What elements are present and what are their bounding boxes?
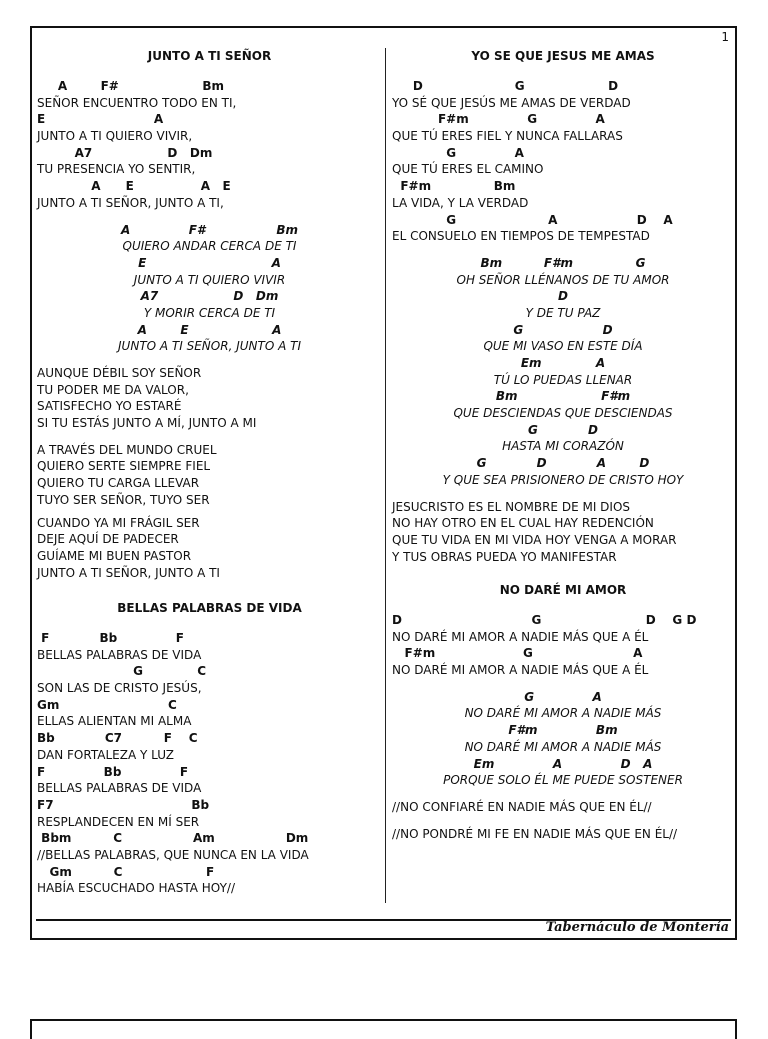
chord-line: F Bb F [37, 631, 184, 645]
lyric-line: TÚ LO PUEDAS LLENAR [493, 372, 633, 387]
verse-4 [37, 515, 382, 582]
lyric-line: QUE DESCIENDAS QUE DESCIENDAS [453, 406, 673, 421]
song-bellas-palabras [37, 600, 382, 897]
chorus [37, 222, 382, 356]
chord-line: A F# Bm [121, 222, 298, 237]
lyric-line: HABÍA ESCUCHADO HASTA HOY// [37, 881, 235, 896]
chord-line: Bm F#m [495, 389, 631, 404]
lyric-line: ELLAS ALIENTAN MI ALMA [37, 714, 192, 729]
lyric-line: //BELLAS PALABRAS, QUE NUNCA EN LA VIDA [37, 847, 309, 862]
lyric-line: NO DARÉ MI AMOR A NADIE MÁS [464, 706, 662, 721]
column-divider [385, 48, 386, 903]
chord-line: F#m Bm [508, 723, 618, 738]
verse-1 [37, 78, 382, 212]
lyric-line: NO DARÉ MI AMOR A NADIE MÁS QUE A ÉL [392, 629, 649, 644]
lyric-line: SATISFECHO YO ESTARÉ [37, 399, 182, 414]
chord-line: F#m G A [392, 646, 643, 661]
chord-line: G D [513, 322, 613, 337]
lyric-line: RESPLANDECEN EN MÍ SER [37, 814, 200, 829]
chord-line: F7 Bb [37, 797, 210, 812]
chord-line: D G D [392, 79, 619, 93]
lyric-line: NO DARÉ MI AMOR A NADIE MÁS [464, 739, 662, 754]
chord-line: G D A D [476, 456, 650, 471]
lyric-line: A TRAVÉS DEL MUNDO CRUEL [37, 442, 217, 457]
verse-3 [37, 442, 382, 509]
next-page-frame [30, 1019, 737, 1039]
chord-line: E A [138, 255, 281, 270]
chord-line: Bb C7 F C [37, 731, 198, 746]
chord-line: G A D A [392, 212, 673, 227]
chord-line: G A [392, 145, 524, 160]
verse-1 [392, 78, 734, 245]
lyric-line: BELLAS PALABRAS DE VIDA [37, 647, 202, 662]
chord-line: Em A D A [473, 756, 653, 771]
lyric-line: Y QUE SEA PRISIONERO DE CRISTO HOY [442, 472, 684, 487]
song-title: NO DARÉ MI AMOR [499, 583, 627, 597]
lyric-line: JUNTO A TI SEÑOR, JUNTO A TI, [37, 195, 224, 210]
lyric-line: AUNQUE DÉBIL SOY SEÑOR [37, 366, 202, 380]
chord-line: F#m G A [392, 112, 605, 127]
lyric-line: JESUCRISTO ES EL NOMBRE DE MI DIOS [392, 499, 631, 514]
song-title: YO SE QUE JESUS ME AMAS [471, 49, 655, 63]
lyric-line: QUE TÚ ERES EL CAMINO [392, 162, 544, 177]
chord-line: E A [37, 112, 164, 127]
lyric-line: SON LAS DE CRISTO JESÚS, [37, 681, 202, 696]
chord-line: Bm F#m G [480, 255, 646, 270]
chord-line: D G D G D [392, 613, 697, 627]
lyric-line: YO SÉ QUE JESÚS ME AMAS DE VERDAD [392, 95, 631, 110]
lyric-line: TU PRESENCIA YO SENTIR, [37, 162, 196, 177]
lyric-line: QUE MI VASO EN ESTE DÍA [483, 339, 643, 354]
lyric-line: QUE TÚ ERES FIEL Y NUNCA FALLARAS [392, 129, 623, 144]
chord-line: G D [528, 422, 598, 437]
chord-line: D [558, 289, 568, 304]
lyric-line: JUNTO A TI SEÑOR, JUNTO A TI [37, 565, 220, 580]
chord-line: Gm C F [37, 864, 215, 879]
verse [37, 630, 382, 897]
lyric-line: TU PODER ME DA VALOR, [37, 382, 189, 397]
chord-line: G C [37, 664, 207, 679]
lyric-line: SI TU ESTÁS JUNTO A MÍ, JUNTO A MI [37, 416, 257, 431]
footer-church-name: Tabernáculo de Montería [545, 920, 729, 935]
song-no-dare-mi-amor [392, 582, 734, 842]
verse [392, 612, 734, 679]
page-frame [30, 26, 737, 940]
lyric-line: SEÑOR ENCUENTRO TODO EN TI, [37, 95, 237, 110]
lyric-line: QUIERO TU CARGA LLEVAR [37, 476, 200, 491]
lyric-line: NO DARÉ MI AMOR A NADIE MÁS QUE A ÉL [392, 663, 649, 678]
lyric-line: OH SEÑOR LLÉNANOS DE TU AMOR [456, 272, 670, 287]
chorus [392, 689, 734, 789]
lyric-line: GUÍAME MI BUEN PASTOR [37, 548, 192, 563]
lyric-line: Y MORIR CERCA DE TI [143, 305, 276, 320]
lyric-line: QUIERO ANDAR CERCA DE TI [122, 239, 297, 254]
chord-line: A7 D Dm [37, 145, 213, 160]
lyric-line: EL CONSUELO EN TIEMPOS DE TEMPESTAD [392, 229, 650, 244]
closing-line: //NO PONDRÉ MI FE EN NADIE MÁS QUE EN ÉL// [392, 826, 678, 841]
chord-line: A7 D Dm [140, 289, 279, 304]
verse-2 [37, 365, 382, 432]
chord-line: Gm C [37, 697, 177, 712]
song-title: BELLAS PALABRAS DE VIDA [117, 601, 302, 615]
chord-line: F Bb F [37, 764, 189, 779]
lyric-line: HASTA MI CORAZÓN [502, 439, 624, 454]
lyric-line: QUE TU VIDA EN MI VIDA HOY VENGA A MORAR [392, 532, 677, 547]
lyric-line: JUNTO A TI SEÑOR, JUNTO A TI [118, 339, 301, 354]
page-number: 1 [721, 30, 729, 44]
chord-line: A E A E [37, 179, 231, 194]
lyric-line: PORQUE SOLO ÉL ME PUEDE SOSTENER [443, 773, 683, 788]
chord-line: A F# Bm [37, 79, 225, 93]
lyric-line: NO HAY OTRO EN EL CUAL HAY REDENCIÓN [392, 516, 654, 531]
lyric-line: Y DE TU PAZ [525, 305, 601, 320]
closing-line: //NO CONFIARÉ EN NADIE MÁS QUE EN ÉL// [392, 799, 652, 814]
chord-line: Bbm C Am Dm [37, 831, 309, 846]
lyric-line: CUANDO YA MI FRÁGIL SER [37, 515, 200, 530]
song-yo-se-que-jesus [392, 48, 734, 565]
lyric-line: DAN FORTALEZA Y LUZ [37, 747, 174, 762]
chorus [392, 255, 734, 489]
lyric-line: DEJE AQUÍ DE PADECER [37, 532, 179, 547]
chord-line: Em A [520, 356, 606, 370]
lyric-line: Y TUS OBRAS PUEDA YO MANIFESTAR [392, 549, 617, 564]
chord-line: A E A [137, 322, 282, 337]
verse-2 [392, 499, 734, 566]
song-junto-a-ti [37, 48, 382, 581]
chord-line: G A [524, 689, 602, 704]
lyric-line: LA VIDA, Y LA VERDAD [392, 195, 529, 210]
song-title: JUNTO A TI SEÑOR [147, 49, 272, 63]
lyric-line: JUNTO A TI QUIERO VIVIR [133, 272, 286, 287]
chord-line: F#m Bm [392, 179, 516, 194]
lyric-line: JUNTO A TI QUIERO VIVIR, [37, 129, 193, 144]
lyric-line: TUYO SER SEÑOR, TUYO SER [37, 492, 210, 507]
lyric-line: QUIERO SERTE SIEMPRE FIEL [37, 459, 211, 474]
lyric-line: BELLAS PALABRAS DE VIDA [37, 781, 202, 796]
